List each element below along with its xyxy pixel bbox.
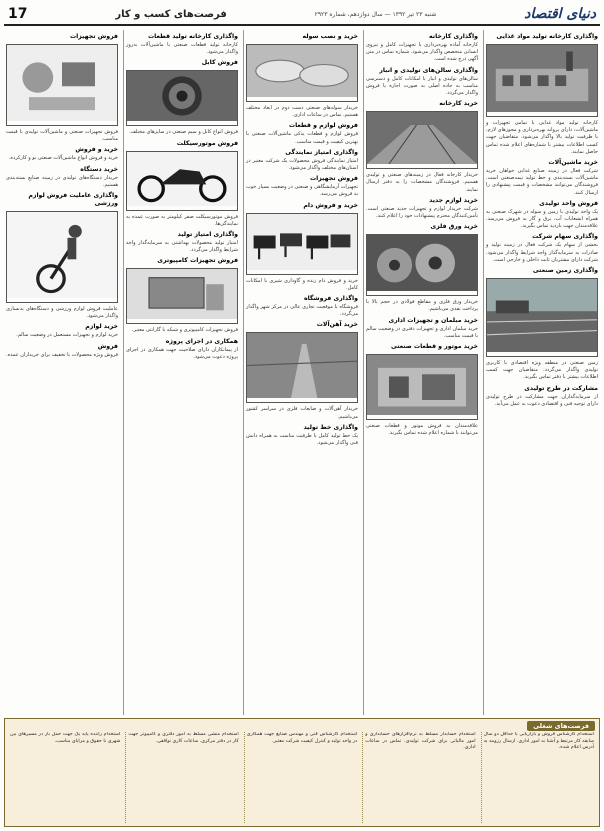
ad-headline: خرید ورق فلزی — [430, 223, 478, 231]
ad-text: خریدار ورق فلزی و مقاطع فولادی در حجم بالا با پرداخت نقدی می‌باشیم. — [366, 299, 478, 313]
ad-headline: فروش — [97, 342, 118, 350]
ad-text: کارخانه تولید مواد غذایی با تمامی تجهیزات و ماشین‌آلات، دارای پروانه بهره‌برداری و مجوزهای لازم، با ظرفیت تولید بالا واگذار می‌شود. متقاضیان جهت کسب اطلاعات بیشتر با شماره‌های اعلام شده تماس حاصل نمایند. — [486, 120, 598, 155]
ad-headline: واگذاری زمین صنعتی — [532, 267, 598, 275]
ad-headline: مشارکت در طرح تولیدی — [524, 384, 598, 392]
jobs-columns — [8, 732, 596, 823]
ad-headline: فروش لوازم و قطعات — [288, 122, 358, 130]
page-number: 17 — [8, 6, 28, 22]
ad-text: علاقه‌مندان به فروش موتور و قطعات صنعتی می‌توانند با شماره اعلام شده تماس بگیرند. — [366, 423, 478, 437]
ad-headline: واگذاری خط تولید — [303, 423, 358, 431]
ad-text: بخشی از سهام یک شرکت فعال در زمینه تولید و صادرات به سرمایه‌گذار واجد شرایط واگذار می‌شود. شرکت دارای مشتریان ثابت داخلی و خارجی است. — [486, 242, 598, 263]
column — [123, 30, 240, 715]
ad-text: خرید لوازم و تجهیزات مستعمل در وضعیت سالم. — [16, 332, 118, 339]
ad-photo — [246, 44, 358, 102]
ad-headline: واگذاری کارخانه تولید قطعات — [147, 33, 238, 40]
job-listing-text: استخدام کارشناس فنی و مهندس صنایع جهت همکاری در واحد تولید و کنترل کیفیت شرکت معتبر. — [246, 732, 358, 744]
ad-photo — [126, 268, 238, 324]
section-title: فرصت‌های کسب و کار — [115, 8, 227, 20]
ad-text: فروش لوازم و قطعات یدکی ماشین‌آلات صنعتی با بهترین کیفیت و قیمت مناسب. — [246, 131, 358, 145]
job-listing-text: استخدام راننده پایه یک جهت حمل بار در مسیرهای بین شهری با حقوق و مزایای مناسب. — [9, 732, 121, 744]
ad-text: خرید مبلمان اداری و تجهیزات دفتری در وضعیت سالم با قیمت مناسب. — [366, 325, 478, 339]
ad-photo — [246, 332, 358, 403]
ad-text: فروشگاه با موقعیت تجاری عالی در مرکز شهر واگذار می‌گردد. — [246, 304, 358, 318]
ad-headline: خرید کارخانه — [439, 100, 478, 108]
ad-text: از سرمایه‌گذاران جهت مشارکت در طرح تولیدی دارای توجیه فنی و اقتصادی دعوت به عمل می‌آید. — [486, 393, 598, 407]
ad-headline: فروش کابل — [201, 59, 238, 67]
ad-headline: خرید موتور و قطعات صنعتی — [390, 343, 478, 351]
ad-photo — [126, 70, 238, 126]
ad-text: خریدار سوله‌های صنعتی دست دوم در ابعاد مختلف هستیم. تماس در ساعات اداری. — [246, 105, 358, 119]
column — [363, 30, 480, 715]
ad-photo — [6, 44, 118, 126]
ad-text: خریدار آهن‌آلات و ضایعات فلزی در سراسر کشور می‌باشیم. — [246, 406, 358, 420]
job-listing — [125, 732, 240, 823]
job-listing-text: استخدام منشی مسلط به امور دفتری و کامپیوتر جهت کار در دفتر مرکزی. ساعات کاری توافقی. — [128, 732, 239, 744]
ad-text: کارخانه تولید قطعات صنعتی با ماشین‌آلات به‌روز واگذار می‌شود. — [126, 42, 238, 56]
job-listing-text: استخدام کارشناس فروش و بازاریابی با حداقل دو سال سابقه کار مرتبط و آشنا به امور اداری. ارسال رزومه به آدرس اعلام شده. — [483, 732, 594, 751]
ad-headline: خرید و فروش دام — [303, 201, 358, 209]
ad-text: کارخانه آماده بهره‌برداری با تجهیزات کامل و نیروی انسانی متخصص واگذار می‌شود. شماره تماس در متن آگهی درج شده است. — [366, 42, 478, 63]
ad-text: سالن‌های تولیدی و انبار با امکانات کامل و دسترسی مناسب به جاده اصلی به صورت اجاره یا فروش واگذار می‌گردد. — [366, 75, 478, 97]
ad-headline: واگذاری کارخانه تولید مواد غذایی — [496, 33, 598, 40]
ad-headline: فروش موتورسیکلت — [176, 139, 238, 147]
ad-headline: خرید مبلمان و تجهیزات اداری — [388, 316, 478, 324]
ad-photo — [486, 278, 598, 357]
ad-headline: واگذاری فروشگاه — [303, 295, 358, 303]
job-listing — [481, 732, 596, 823]
ad-headline: واگذاری امتیاز تولید — [177, 231, 238, 239]
ad-headline: واگذاری کارخانه — [429, 33, 478, 40]
ad-photo — [126, 151, 238, 211]
ad-photo — [6, 211, 118, 303]
jobs-section-title: فرصت‌های شغلی — [527, 721, 595, 731]
issue-info: شنبه ۲۳ تیر ۱۳۹۲ — سال دوازدهم، شماره ۲۹۲۳ — [314, 10, 437, 18]
ad-text: فروش تجهیزات کامپیوتری و شبکه با گارانتی معتبر. — [131, 327, 238, 334]
jobs-section — [4, 718, 600, 827]
job-listing — [244, 732, 359, 823]
ad-text: یک خط تولید کامل با ظرفیت مناسب به همراه دانش فنی واگذار می‌شود. — [246, 432, 358, 447]
article-columns — [4, 30, 600, 715]
ad-photo — [246, 213, 358, 275]
ad-headline: خرید آهن‌آلات — [316, 321, 358, 329]
newspaper-logo: دنیای اقتصاد — [524, 6, 596, 22]
ad-text: شرکت خریدار لوازم و تجهیزات جدید صنعتی است. تأمین‌کنندگان محترم پیشنهادات خود را اعلام کنند. — [366, 205, 478, 220]
ad-headline: واگذاری سهام شرکت — [532, 233, 598, 241]
ad-text: زمین صنعتی در منطقه ویژه اقتصادی با کاربری تولیدی واگذار می‌گردد. متقاضیان جهت کسب اطلاعات بیشتر با دفتر تماس بگیرند. — [486, 360, 598, 381]
job-listing-text: استخدام حسابدار مسلط به نرم‌افزارهای حسابداری و امور مالیاتی برای شرکت تولیدی. تماس در ساعات اداری. — [365, 732, 476, 751]
column — [483, 30, 600, 715]
ad-headline: فروش تجهیزات کامپیوتری — [157, 257, 238, 265]
ad-photo — [486, 44, 598, 117]
ad-headline: خرید ماشین‌آلات — [548, 159, 598, 167]
ad-text: خرید و فروش دام زنده و گاوداری شیری با امکانات کامل. — [246, 277, 358, 291]
ad-headline: واگذاری امتیاز نمایندگی — [285, 148, 358, 156]
column — [4, 30, 120, 715]
ad-headline: فروش تجهیزات — [309, 175, 358, 183]
ad-headline: فروش واحد تولیدی — [539, 199, 598, 207]
ad-headline: واگذاری عاملیت فروش لوازم ورزشی — [28, 192, 118, 208]
ad-text: خرید و فروش انواع ماشین‌آلات صنعتی نو و کارکرده. — [8, 155, 118, 162]
ad-headline: واگذاری سالن‌های تولیدی و انبار — [379, 66, 478, 74]
ad-headline: خرید لوازم — [85, 323, 118, 331]
ad-text: امتیاز نمایندگی فروش محصولات یک شرکت معتبر در استان‌های مختلف واگذار می‌شود. — [246, 157, 358, 172]
ad-photo — [366, 354, 478, 420]
job-listing — [362, 732, 477, 823]
ad-text: شرکت فعال در زمینه صنایع غذایی خواهان خرید ماشین‌آلات بسته‌بندی و خط تولید نیمه‌صنعتی است. فروشندگان می‌توانند مشخصات و قیمت پیشنهادی را ارسال کنند. — [486, 168, 598, 196]
ad-headline: همکاری در اجرای پروژه — [165, 337, 238, 345]
job-listing — [8, 732, 122, 823]
ad-photo — [366, 234, 478, 296]
ad-text: فروش ویژه محصولات با تخفیف برای خریداران عمده. — [6, 351, 118, 358]
ad-text: از پیمانکاران دارای صلاحیت جهت همکاری در اجرای پروژه دعوت می‌شود. — [126, 346, 238, 360]
ad-headline: فروش تجهیزات — [69, 33, 118, 40]
column — [243, 30, 360, 715]
masthead — [4, 4, 600, 26]
ad-photo — [366, 111, 478, 169]
ad-text: خریدار دستگاه‌های تولیدی در زمینه صنایع بسته‌بندی هستیم. — [6, 174, 118, 188]
ad-text: امتیاز تولید محصولات بهداشتی به سرمایه‌گذار واجد شرایط واگذار می‌گردد. — [126, 240, 238, 254]
ad-headline: خرید و فروش — [75, 146, 118, 154]
ad-text: عاملیت فروش لوازم ورزشی و دستگاه‌های بدنسازی واگذار می‌شود. — [6, 306, 118, 320]
ad-text: فروش تجهیزات صنعتی و ماشین‌آلات تولیدی با قیمت مناسب. — [6, 129, 118, 143]
ad-headline: خرید لوازم جدید — [429, 196, 478, 204]
ad-headline: خرید و نصب سوله — [302, 33, 358, 40]
ad-text: تجهیزات آزمایشگاهی و صنعتی در وضعیت بسیار خوب به فروش می‌رسد. — [246, 184, 358, 198]
ad-text: فروش موتورسیکلت صفر کیلومتر به صورت عمده به نمایندگی‌ها. — [126, 213, 238, 227]
ad-headline: خرید دستگاه — [80, 165, 118, 173]
ad-text: خریدار کارخانه فعال در زمینه‌های صنعتی و تولیدی هستیم. فروشندگان مشخصات را به دفتر ارسال نمایند. — [366, 172, 478, 193]
ad-text: فروش انواع کابل و سیم صنعتی در سایزهای مختلف. — [129, 129, 238, 136]
ad-text: یک واحد تولیدی با زمین و سوله در شهرک صنعتی به همراه انشعابات آب، برق و گاز به فروش می‌رسد. علاقه‌مندان جهت بازدید تماس بگیرند. — [486, 208, 598, 230]
